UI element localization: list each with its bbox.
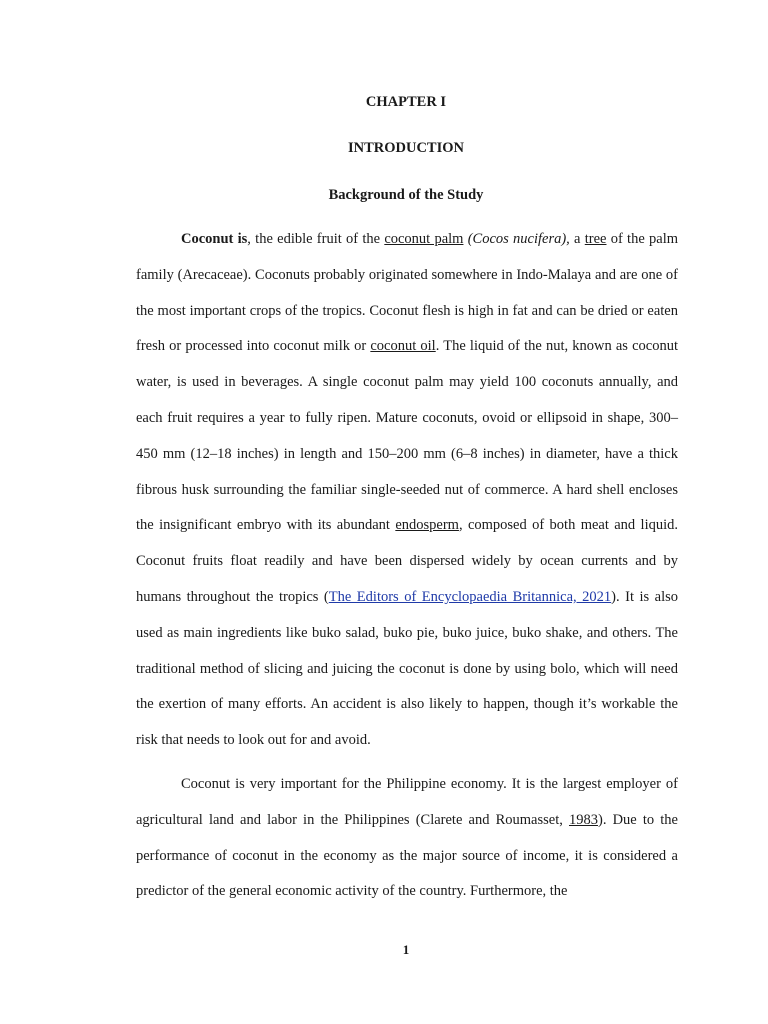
text-segment: ). It is also used as main ingredients like buko salad, buko pie, buko juice, buko shake, and others. The traditional method of slicing and juicing the coconut is done by using bolo, which will need the exertion of many efforts. An accident is also likely to happen, though it’s workable the risk that needs to look out for and avoid. — [136, 588, 678, 749]
paragraph-coconut-description — [136, 222, 678, 759]
scientific-name: (Cocos nucifera), — [467, 231, 570, 247]
bold-lead: Coconut is — [181, 231, 248, 247]
britannica-citation-link[interactable]: The Editors of Encyclopaedia Britannica, 2021 — [328, 588, 612, 605]
text-segment: ). Due to the performance of coconut in the economy as the major source of income, it is considered a predictor of the general economic activity of the country. Furthermore, the — [136, 811, 678, 900]
text-segment: . The liquid of the nut, known as coconut water, is used in beverages. A single coconut palm may yield 100 coconuts annually, and each fruit requires a year to fully ripen. Mature coconuts, ovoid or ellipsoid in shape, 300–450 mm (12–18 inches) in length and 150–200 mm (6–8 inches) in diameter, have a thick fibrous husk surrounding the familiar single-seeded nut of commerce. A hard shell encloses the insignificant embryo with its abundant — [136, 338, 678, 534]
text-segment: a — [569, 231, 585, 247]
section-title: INTRODUCTION — [347, 140, 464, 156]
paragraph-philippine-economy — [136, 767, 678, 910]
text-segment: of the palm family (Arecaceae). Coconuts probably originated somewhere in Indo-Malaya and are one of the most important crops of the tropics. Coconut flesh is high in fat and can be dried or eaten fresh or processed into coconut milk or — [136, 231, 679, 355]
coconut-oil-link[interactable]: coconut oil — [370, 338, 436, 355]
subsection-title: Background of the Study — [328, 187, 484, 203]
citation-year-link[interactable]: 1983 — [568, 811, 598, 828]
endosperm-link[interactable]: endosperm — [395, 517, 459, 534]
text-segment: , composed of both meat and liquid. Coconut fruits float readily and have been dispersed widely by ocean currents and by humans throughout the tropics ( — [136, 517, 678, 605]
text-segment: , the edible fruit of the — [247, 231, 385, 247]
tree-link[interactable]: tree — [584, 231, 607, 247]
coconut-palm-link[interactable]: coconut palm — [384, 231, 464, 247]
text-segment: Coconut is very important for the Philippine economy. It is the largest employer of agricultural land and labor in the Philippines (Clarete and Roumasset, — [136, 776, 678, 828]
page-number: 1 — [402, 942, 410, 957]
chapter-heading: CHAPTER I — [365, 94, 447, 110]
